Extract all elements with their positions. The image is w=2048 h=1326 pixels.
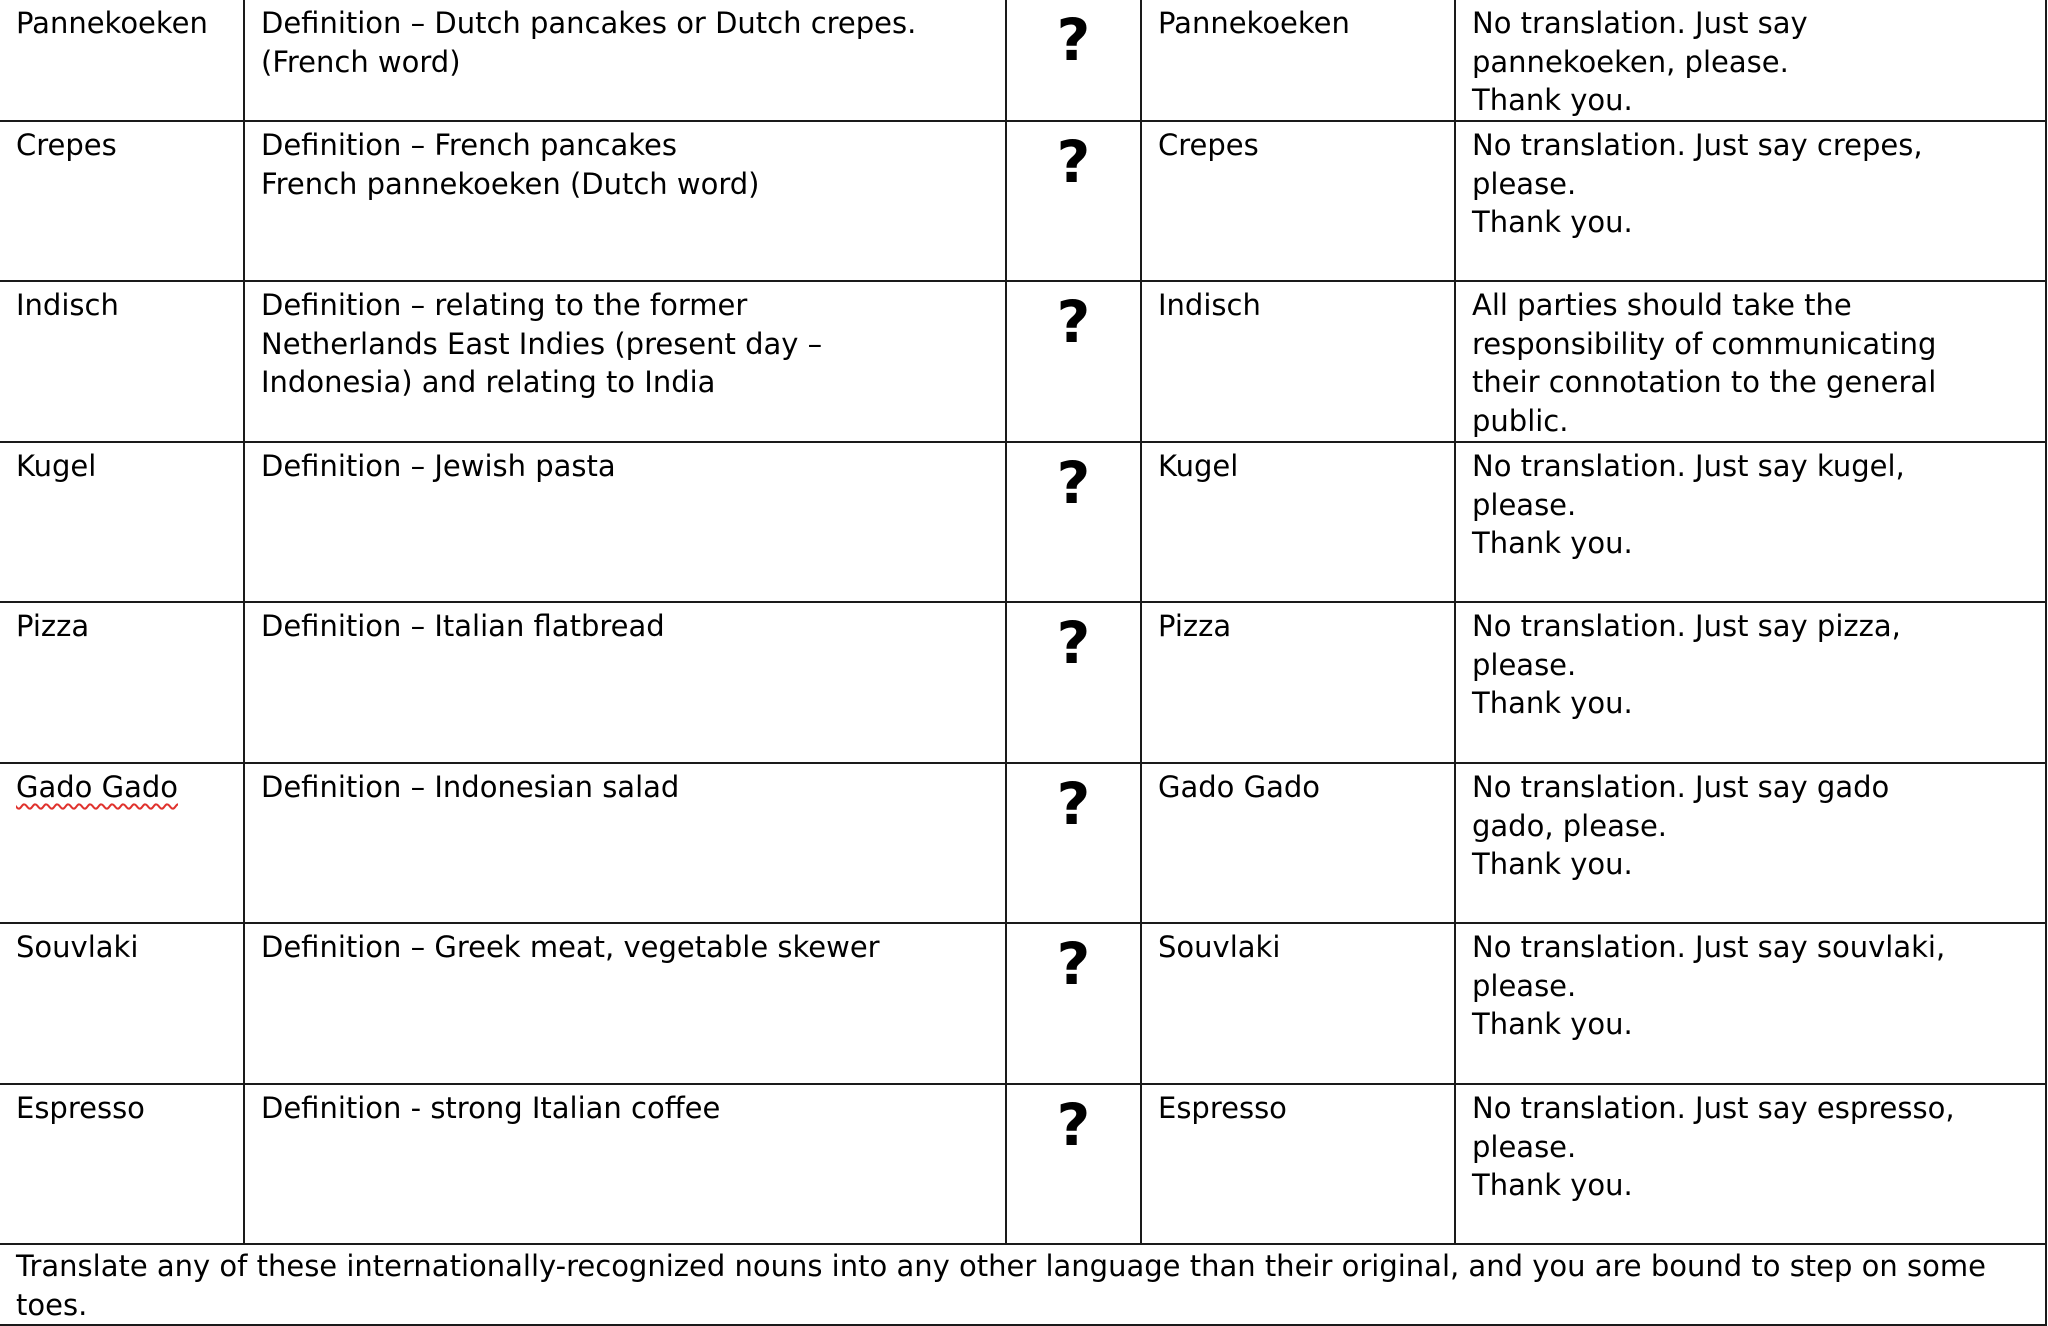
table-row: [0, 763, 2046, 923]
term-text[interactable]: Indisch: [16, 288, 119, 322]
note-line[interactable]: No translation. Just say espresso,: [1472, 1091, 1955, 1125]
term-repeat-text[interactable]: Pannekoeken: [1158, 6, 1350, 40]
note-line[interactable]: please.: [1472, 968, 1577, 1003]
note-cell: [1455, 442, 2046, 602]
note-line[interactable]: Thank you.: [1472, 1168, 1633, 1202]
term-repeat-text[interactable]: Crepes: [1158, 128, 1259, 162]
definition-line[interactable]: French pannekoeken (Dutch word): [261, 166, 760, 201]
term-repeat-text[interactable]: Kugel: [1158, 449, 1239, 483]
term-cell: [0, 602, 244, 763]
question-mark: ?: [1006, 442, 1141, 602]
note-line[interactable]: Thank you.: [1472, 526, 1633, 560]
note-line[interactable]: No translation. Just say kugel,: [1472, 449, 1905, 483]
term-repeat-cell: [1141, 1084, 1455, 1244]
note-line[interactable]: All parties should take the: [1472, 288, 1852, 322]
term-repeat-text[interactable]: Indisch: [1158, 288, 1261, 322]
question-mark: ?: [1006, 923, 1141, 1084]
question-mark: ?: [1006, 1084, 1141, 1244]
table-row: [0, 602, 2046, 763]
note-line[interactable]: No translation. Just say crepes,: [1472, 128, 1923, 162]
note-cell: [1455, 0, 2046, 121]
note-line[interactable]: please.: [1472, 487, 1577, 522]
table-row: [0, 281, 2046, 442]
definition-cell: [244, 763, 1006, 923]
note-line[interactable]: please.: [1472, 647, 1577, 682]
term-repeat-text[interactable]: Espresso: [1158, 1091, 1287, 1125]
note-cell: [1455, 121, 2046, 281]
table-row: [0, 1084, 2046, 1244]
footer-note[interactable]: Translate any of these internationally-recognized nouns into any other language than their original, and you are bound to step on some toes.: [16, 1249, 1986, 1322]
note-line[interactable]: Thank you.: [1472, 847, 1633, 881]
term-repeat-text[interactable]: Souvlaki: [1158, 930, 1281, 964]
definition-line[interactable]: Netherlands East Indies (present day –: [261, 326, 823, 361]
definition-cell: [244, 1084, 1006, 1244]
note-line[interactable]: their connotation to the general: [1472, 365, 1937, 399]
definition-cell: [244, 923, 1006, 1084]
note-cell: [1455, 1084, 2046, 1244]
definition-line[interactable]: Definition – Jewish pasta: [261, 449, 616, 483]
term-repeat-text[interactable]: Pizza: [1158, 609, 1232, 643]
definition-line[interactable]: (French word): [261, 44, 461, 79]
note-line[interactable]: Thank you.: [1472, 686, 1633, 720]
term-cell: [0, 121, 244, 281]
definition-line[interactable]: Definition - strong Italian coffee: [261, 1091, 721, 1125]
term-repeat-cell: [1141, 442, 1455, 602]
term-cell: [0, 763, 244, 923]
footer-note-cell: [0, 1244, 2046, 1325]
term-cell: [0, 923, 244, 1084]
note-line[interactable]: please.: [1472, 1129, 1577, 1164]
term-text[interactable]: Gado Gado: [16, 770, 179, 804]
note-cell: [1455, 763, 2046, 923]
note-line[interactable]: pannekoeken, please.: [1472, 44, 1789, 79]
note-line[interactable]: No translation. Just say: [1472, 6, 1808, 40]
term-cell: [0, 0, 244, 121]
note-cell: [1455, 602, 2046, 763]
note-line[interactable]: responsibility of communicating: [1472, 326, 1937, 361]
note-line[interactable]: Thank you.: [1472, 83, 1633, 117]
note-line[interactable]: Thank you.: [1472, 1007, 1633, 1041]
term-repeat-cell: [1141, 121, 1455, 281]
note-cell: [1455, 281, 2046, 442]
term-repeat-cell: [1141, 0, 1455, 121]
term-text[interactable]: Souvlaki: [16, 930, 139, 964]
definition-line[interactable]: Definition – Italian flatbread: [261, 609, 665, 643]
table-row: [0, 923, 2046, 1084]
term-text[interactable]: Pizza: [16, 609, 90, 643]
term-repeat-cell: [1141, 923, 1455, 1084]
table-row: [0, 442, 2046, 602]
note-line[interactable]: Thank you.: [1472, 205, 1633, 239]
term-text[interactable]: Crepes: [16, 128, 117, 162]
definition-cell: [244, 442, 1006, 602]
definition-cell: [244, 121, 1006, 281]
note-line[interactable]: please.: [1472, 166, 1577, 201]
definition-cell: [244, 0, 1006, 121]
note-line[interactable]: No translation. Just say souvlaki,: [1472, 930, 1946, 964]
definition-line[interactable]: Definition – French pancakes: [261, 128, 677, 162]
term-text[interactable]: Kugel: [16, 449, 97, 483]
term-repeat-text[interactable]: Gado Gado: [1158, 770, 1321, 804]
question-mark: ?: [1006, 121, 1141, 281]
question-mark: ?: [1006, 602, 1141, 763]
term-cell: [0, 281, 244, 442]
definition-line[interactable]: Definition – Dutch pancakes or Dutch crepes.: [261, 6, 917, 40]
definition-line[interactable]: Definition – Greek meat, vegetable skewer: [261, 930, 880, 964]
definition-line[interactable]: Definition – relating to the former: [261, 288, 748, 322]
question-mark: ?: [1006, 281, 1141, 442]
term-cell: [0, 442, 244, 602]
definition-line[interactable]: Definition – Indonesian salad: [261, 770, 680, 804]
note-line[interactable]: No translation. Just say pizza,: [1472, 609, 1901, 643]
term-repeat-cell: [1141, 763, 1455, 923]
term-text[interactable]: Espresso: [16, 1091, 145, 1125]
table-row: [0, 121, 2046, 281]
question-mark: ?: [1006, 0, 1141, 121]
definition-cell: [244, 602, 1006, 763]
note-line[interactable]: public.: [1472, 403, 1569, 438]
question-mark: ?: [1006, 763, 1141, 923]
definition-cell: [244, 281, 1006, 442]
term-repeat-cell: [1141, 281, 1455, 442]
term-cell: [0, 1084, 244, 1244]
note-line[interactable]: gado, please.: [1472, 808, 1668, 843]
note-line[interactable]: No translation. Just say gado: [1472, 770, 1890, 804]
term-repeat-cell: [1141, 602, 1455, 763]
table-footer-row: [0, 1244, 2046, 1325]
table-row: [0, 0, 2046, 121]
definition-line[interactable]: Indonesia) and relating to India: [261, 365, 716, 399]
note-cell: [1455, 923, 2046, 1084]
term-text[interactable]: Pannekoeken: [16, 6, 208, 40]
